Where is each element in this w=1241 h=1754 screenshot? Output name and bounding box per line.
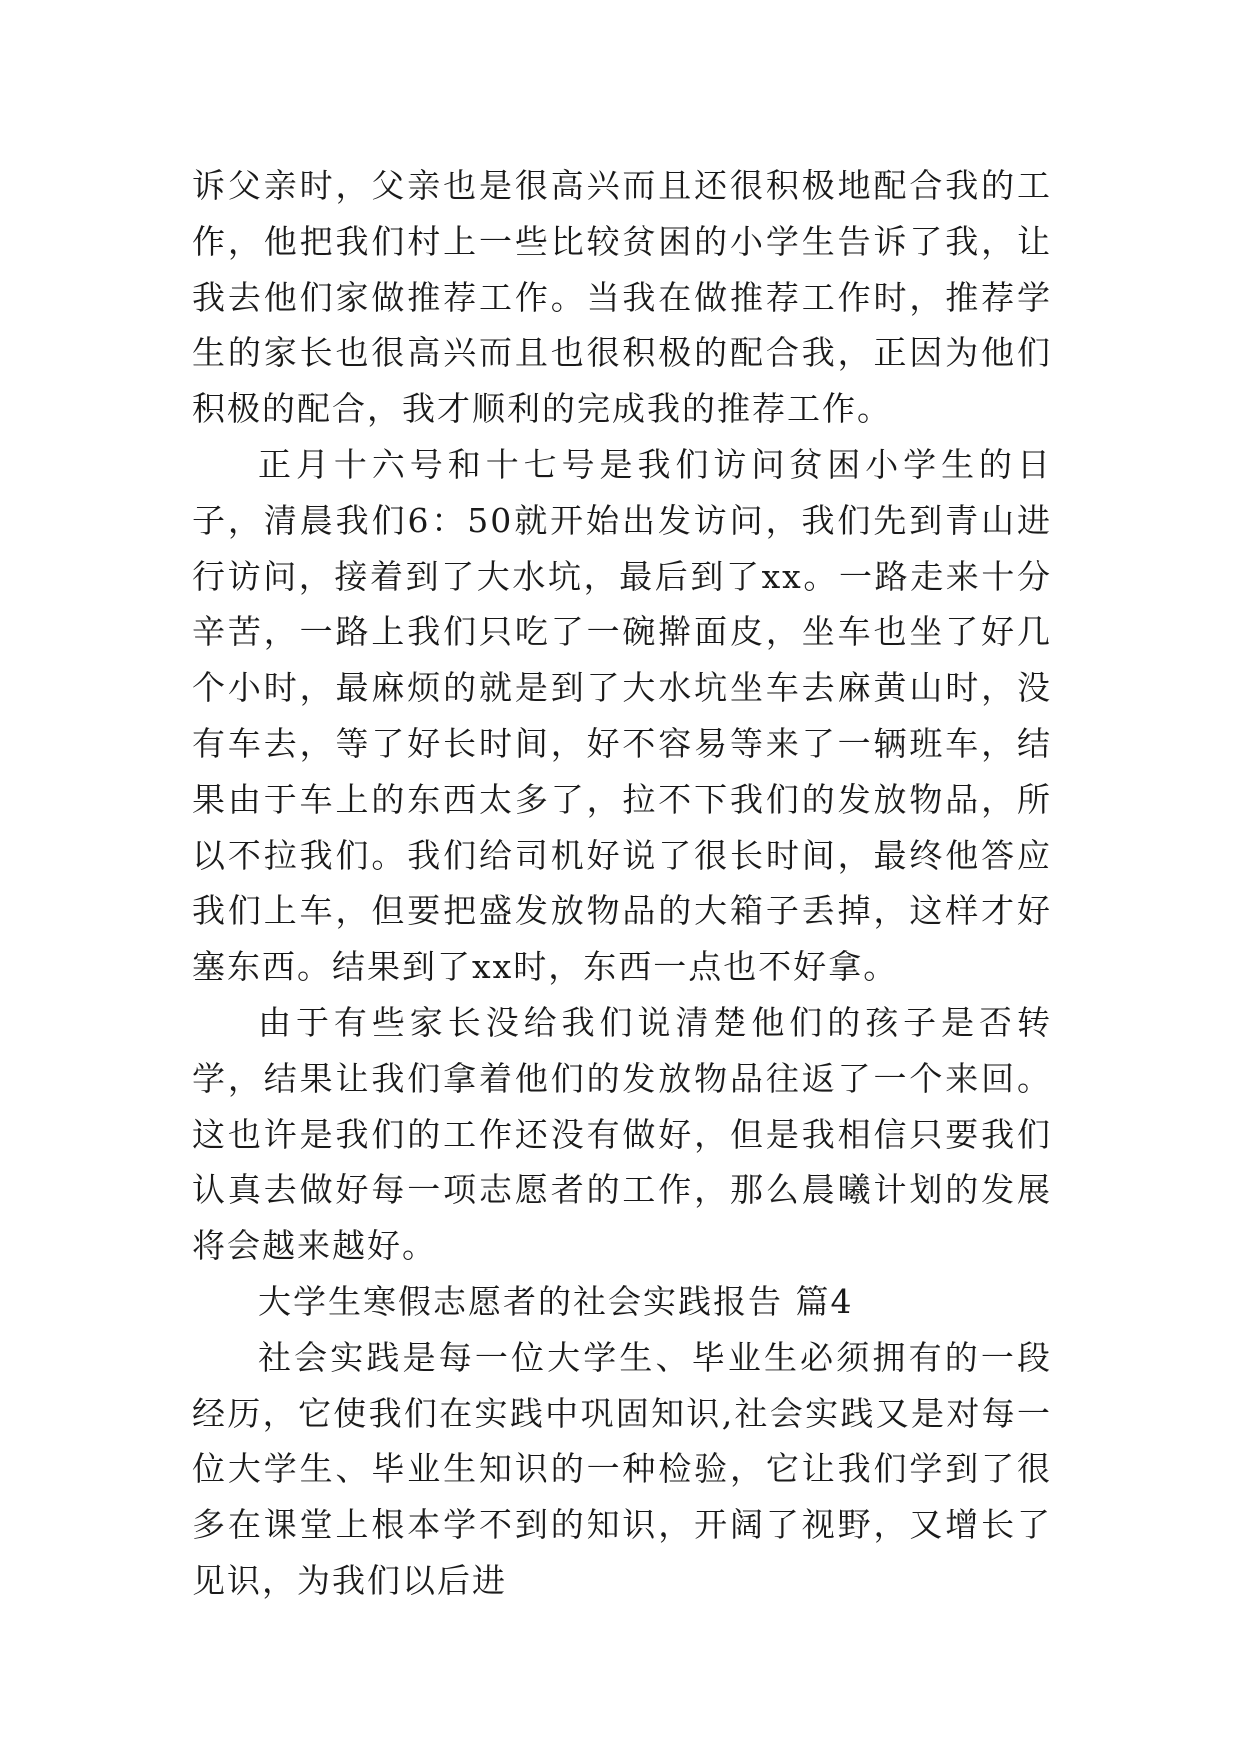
paragraph-transfer: 由于有些家长没给我们说清楚他们的孩子是否转学，结果让我们拿着他们的发放物品往返了一个来回。这也许是我们的工作还没有做好，但是我相信只要我们认真去做好每一项志愿者的工作，那么晨曦计划的发展将会越来越好。 bbox=[192, 1002, 1052, 1266]
paragraph-social-practice: 社会实践是每一位大学生、毕业生必须拥有的一段经历，它使我们在实践中巩固知识,社会实践又是对每一位大学生、毕业生知识的一种检验，它让我们学到了很多在课堂上根本学不到的知识，开阔了视野，又增长了见识，为我们以后进 bbox=[192, 1337, 1052, 1600]
section-heading: 大学生寒假志愿者的社会实践报告 篇4 bbox=[258, 1281, 854, 1321]
paragraph-continuation: 诉父亲时，父亲也是很高兴而且还很积极地配合我的工作，他把我们村上一些比较贫困的小学生告诉了我，让我去他们家做推荐工作。当我在做推荐工作时，推荐学生的家长也很高兴而且也很积极的配合我，正因为他们积极的配合，我才顺利的完成我的推荐工作。 bbox=[192, 166, 1052, 429]
document-body bbox=[192, 158, 1052, 1609]
paragraph-visit-day: 正月十六号和十七号是我们访问贫困小学生的日子，清晨我们6：50就开始出发访问，我们先到青山进行访问，接着到了大水坑，最后到了xx。一路走来十分辛苦，一路上我们只吃了一碗擀面皮，坐车也坐了好几个小时，最麻烦的就是到了大水坑坐车去麻黄山时，没有车去，等了好长时间，好不容易等来了一辆班车，结果由于车上的东西太多了，拉不下我们的发放物品，所以不拉我们。我们给司机好说了很长时间，最终他答应我们上车，但要把盛发放物品的大箱子丢掉，这样才好塞东西。结果到了xx时，东西一点也不好拿。 bbox=[192, 444, 1052, 987]
